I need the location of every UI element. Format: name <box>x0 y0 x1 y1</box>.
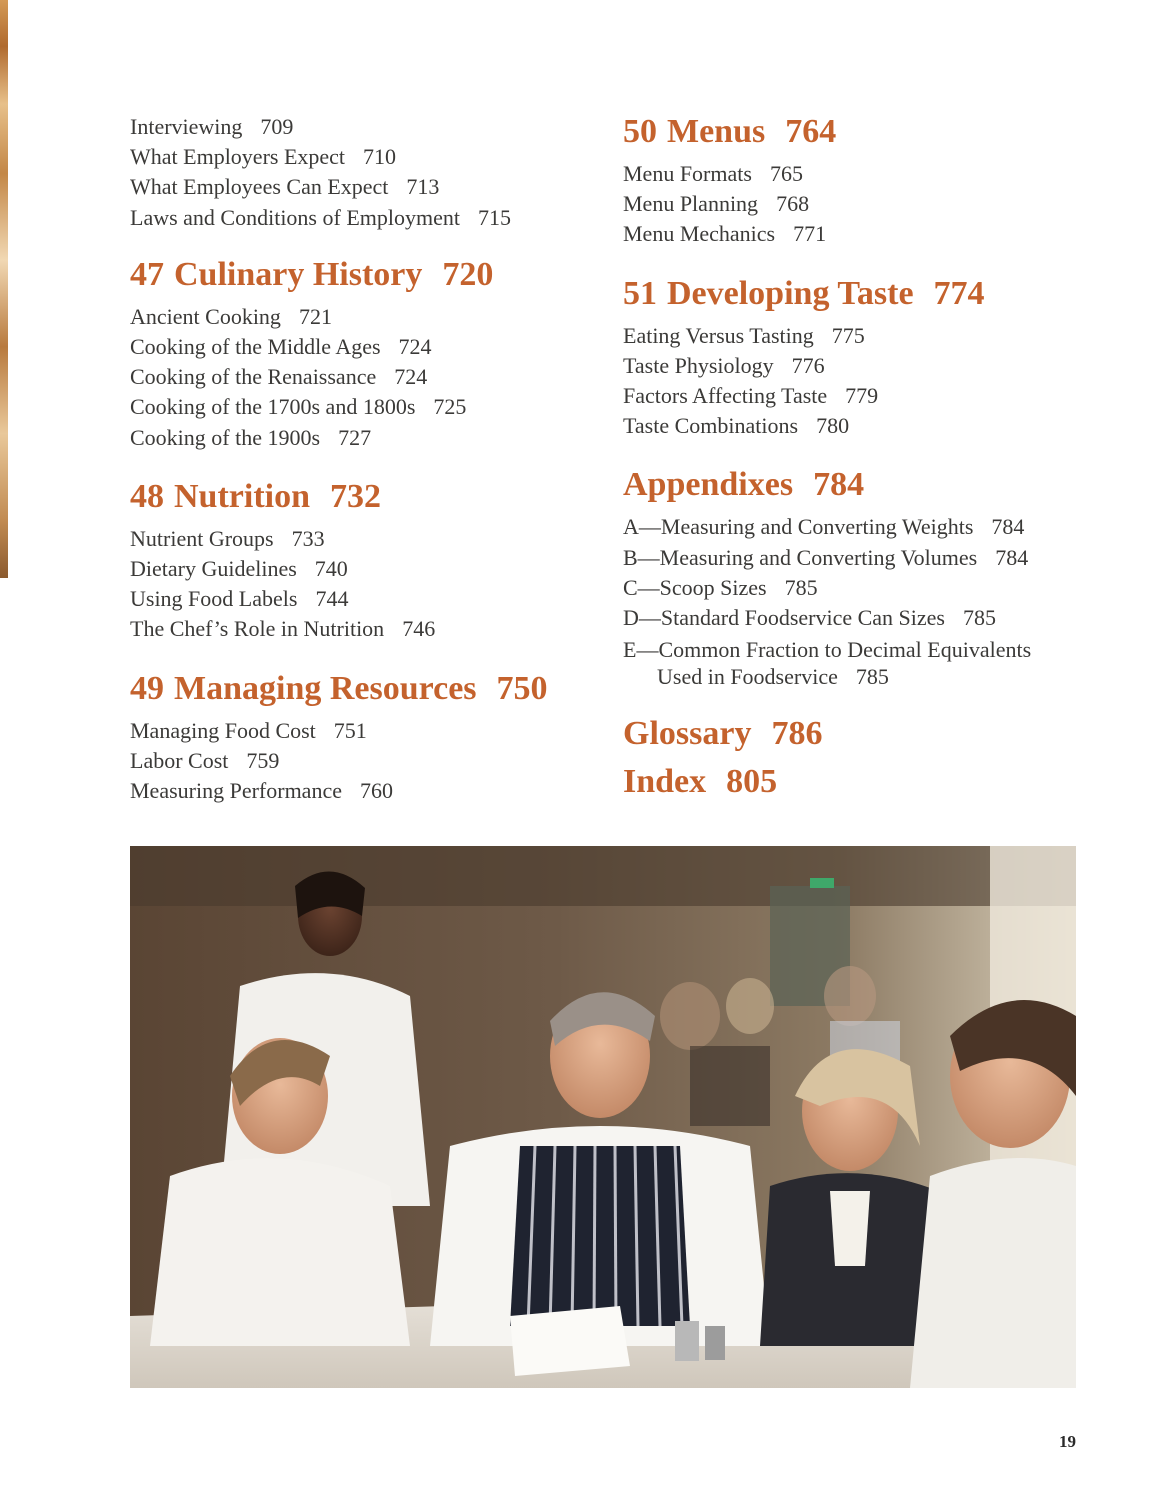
chapter-51 <box>623 274 1093 442</box>
toc-entry[interactable]: Taste Combinations 780 <box>623 413 850 439</box>
chapter-heading[interactable]: 50 Menus 764 <box>623 113 837 150</box>
appendixes-heading[interactable]: Appendixes 784 <box>623 466 865 504</box>
toc-entry[interactable]: What Employees Can Expect 713 <box>130 174 440 200</box>
chapter-heading[interactable]: 48 Nutrition 732 <box>130 477 381 515</box>
toc-entry[interactable]: Cooking of the 1900s 727 <box>130 424 372 450</box>
toc-entry[interactable]: Cooking of the 1700s and 1800s 725 <box>130 394 467 420</box>
restaurant-team-photo <box>130 846 1076 1388</box>
chapter-47 <box>130 255 600 453</box>
toc-entry[interactable]: The Chef’s Role in Nutrition 746 <box>130 616 436 642</box>
toc-entry[interactable]: A—Measuring and Converting Weights 784 <box>623 514 1025 540</box>
toc-entry[interactable]: Managing Food Cost 751 <box>130 717 367 743</box>
toc-entry[interactable]: Menu Mechanics 771 <box>623 221 827 247</box>
intro-entries <box>130 112 600 233</box>
toc-right-column <box>623 112 1093 802</box>
glossary-heading[interactable]: Glossary 786 <box>623 715 823 753</box>
toc-entry[interactable]: Ancient Cooking 721 <box>130 303 332 329</box>
appendixes-section <box>623 465 1093 690</box>
chapter-50 <box>623 112 1093 250</box>
index-heading[interactable]: Index 805 <box>623 763 778 801</box>
left-edge-decoration <box>0 0 8 578</box>
toc-entry[interactable]: Menu Formats 765 <box>623 161 803 186</box>
toc-entry[interactable]: Interviewing 709 <box>130 114 294 139</box>
toc-entry[interactable]: Cooking of the Renaissance 724 <box>130 364 428 390</box>
chapter-heading[interactable]: 47 Culinary History 720 <box>130 255 494 293</box>
toc-left-column <box>130 112 600 806</box>
toc-entry[interactable]: Menu Planning 768 <box>623 191 810 217</box>
glossary-section <box>623 714 1093 754</box>
toc-entry[interactable]: Measuring Performance 760 <box>130 778 393 804</box>
chapter-heading[interactable]: 51 Developing Taste 774 <box>623 274 985 312</box>
toc-entry[interactable]: Labor Cost 759 <box>130 747 280 773</box>
toc-entry[interactable]: Nutrient Groups 733 <box>130 525 325 551</box>
toc-entry[interactable]: Laws and Conditions of Employment 715 <box>130 204 511 230</box>
index-section <box>623 762 1093 802</box>
toc-entry[interactable]: C—Scoop Sizes 785 <box>623 574 818 600</box>
page-number: 19 <box>1059 1432 1076 1451</box>
toc-entry[interactable]: Factors Affecting Taste 779 <box>623 383 879 409</box>
toc-entry[interactable]: D—Standard Foodservice Can Sizes 785 <box>623 605 996 631</box>
toc-entry[interactable]: B—Measuring and Converting Volumes 784 <box>623 544 1029 570</box>
toc-entry[interactable]: E—Common Fraction to Decimal Equivalents Used in Foodservice 785 <box>623 637 1032 690</box>
toc-entry[interactable]: Using Food Labels 744 <box>130 586 349 612</box>
toc-entry[interactable]: Cooking of the Middle Ages 724 <box>130 334 432 360</box>
chapter-48 <box>130 477 600 645</box>
photo-illustration <box>130 846 1076 1388</box>
toc-entry[interactable]: What Employers Expect 710 <box>130 144 397 170</box>
toc-entry[interactable]: Dietary Guidelines 740 <box>130 556 348 582</box>
toc-entry[interactable]: Taste Physiology 776 <box>623 352 825 378</box>
chapter-heading[interactable]: 49 Managing Resources 750 <box>130 669 548 707</box>
toc-entry[interactable]: Eating Versus Tasting 775 <box>623 322 865 348</box>
chapter-49 <box>130 669 600 807</box>
